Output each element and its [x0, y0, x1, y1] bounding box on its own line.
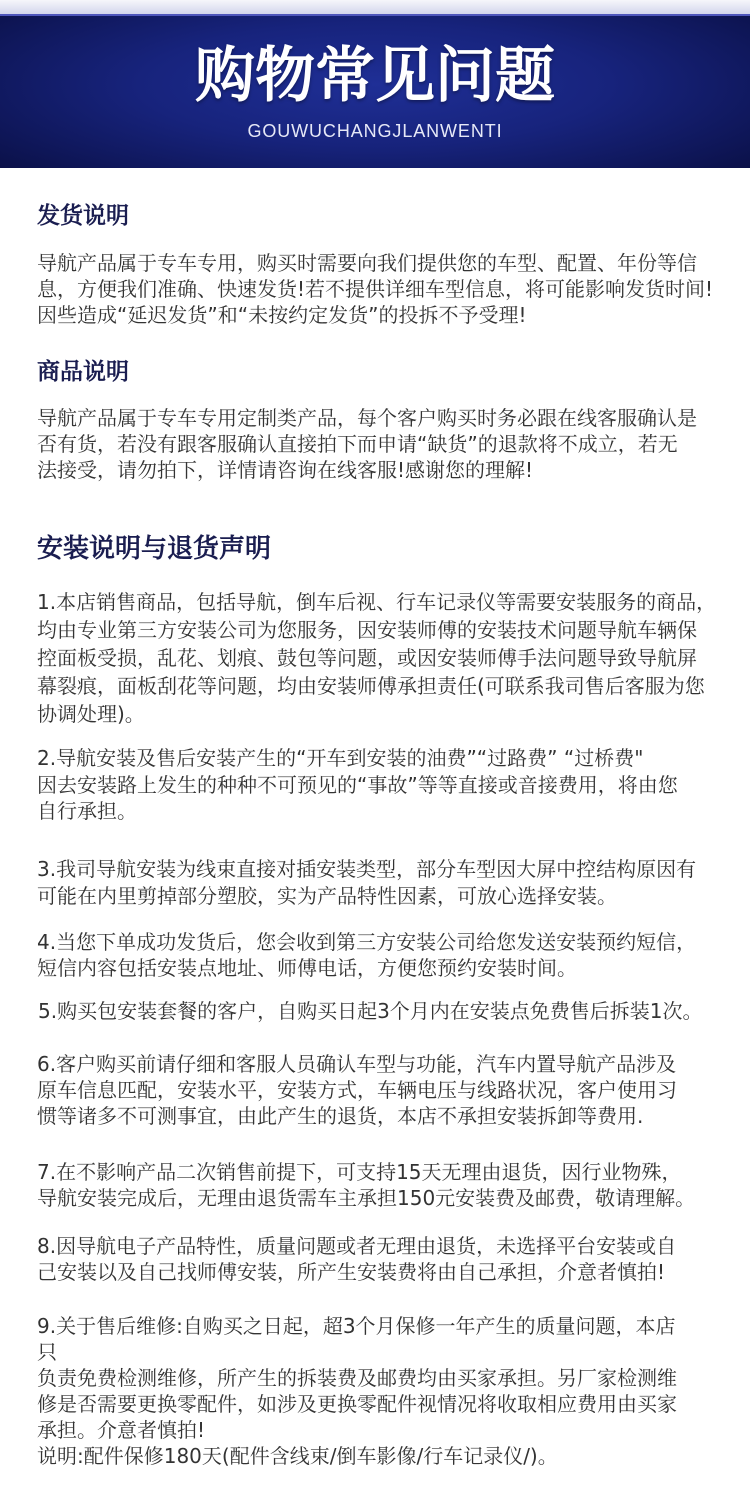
top-strip — [0, 0, 750, 14]
install-item-line: 说明:配件保修180天(配件含线束/倒车影像/行车记录仪/)。 — [37, 1444, 558, 1468]
install-item-9 — [37, 1313, 677, 1469]
install-item-line: 7.在不影响产品二次销售前提下，可支持15天无理由退货，因行业物殊， — [37, 1160, 682, 1184]
install-item-line: 均由专业第三方安装公司为您服务，因安装师傅的安装技术问题导航车辆保 — [37, 618, 697, 642]
shipping-line: 息，方便我们准确、快速发货!若不提供详细车型信息，将可能影响发货时间! — [37, 277, 714, 301]
page-subtitle: GOUWUCHANGJLANWENTI — [247, 121, 503, 141]
install-item-line: 负责免费检测维修，所产生的拆装费及邮费均由买家承担。另厂家检测维 — [37, 1366, 677, 1390]
product-paragraph — [37, 405, 697, 483]
install-item-line: 只 — [37, 1340, 57, 1364]
header-banner — [0, 14, 750, 168]
product-line: 法接受，请勿拍下，详情请咨询在线客服!感谢您的理解! — [37, 458, 534, 482]
install-item-line: 原车信息匹配，安装水平，安装方式，车辆电压与线路状况，客户使用习 — [37, 1078, 677, 1102]
install-item-line: 修是否需要更换零配件，如涉及更换零配件视情况将收取相应费用由买家 — [37, 1392, 677, 1416]
install-item-6 — [37, 1051, 677, 1129]
install-item-line: 3.我司导航安装为线束直接对插安装类型，部分车型因大屏中控结构原因有 — [37, 857, 697, 881]
install-item-line: 幕裂痕，面板刮花等问题，均由安装师傅承担责任(可联系我司售后客服为您 — [37, 674, 705, 698]
install-item-line: 控面板受损，乱花、划痕、鼓包等问题，或因安装师傅手法问题导致导航屏 — [37, 646, 697, 670]
shipping-heading: 发货说明 — [37, 203, 129, 229]
install-item-line: 可能在内里剪掉部分塑胶，实为产品特性因素，可放心选择安装。 — [37, 884, 617, 908]
shipping-line: 因些造成“延迟发货”和“未按约定发货”的投拆不予受理! — [37, 303, 527, 327]
product-line: 导航产品属于专车专用定制类产品，每个客户购买时务必跟在线客服确认是 — [37, 406, 697, 430]
shipping-paragraph — [37, 250, 713, 328]
install-item-5 — [38, 998, 703, 1024]
shipping-line: 导航产品属于专车专用，购买时需要向我们提供您的车型、配置、年份等信 — [37, 251, 697, 275]
install-item-line: 5.购买包安装套餐的客户，自购买日起3个月内在安装点免费售后拆装1次。 — [38, 999, 703, 1023]
install-item-2 — [37, 745, 678, 825]
install-item-line: 9.关于售后维修:自购买之日起，超3个月保修一年产生的质量问题，本店 — [37, 1314, 676, 1338]
install-item-4 — [37, 929, 696, 981]
install-item-line: 因去安装路上发生的种种不可预见的“事故”等等直接或音接费用，将由您 — [37, 772, 678, 797]
install-item-line: 4.当您下单成功发货后，您会收到第三方安装公司给您发送安装预约短信， — [37, 930, 697, 954]
install-item-line: 1.本店销售商品，包括导航，倒车后视、行车记录仪等需要安装服务的商品， — [37, 590, 717, 614]
page-title: 购物常见问题 — [195, 41, 555, 111]
install-item-line: 惯等诸多不可测事宜，由此产生的退货，本店不承担安装拆卸等费用. — [37, 1104, 644, 1128]
install-item-line: 己安装以及自己找师傅安装，所产生安装费将由自己承担，介意者慎拍! — [37, 1260, 666, 1284]
install-item-8 — [37, 1233, 676, 1285]
install-item-line: 6.客户购买前请仔细和客服人员确认车型与功能，汽车内置导航产品涉及 — [37, 1052, 677, 1076]
install-item-line: 8.因导航电子产品特性，质量问题或者无理由退货，未选择平台安装或自 — [37, 1234, 677, 1258]
install-heading: 安装说明与退货声明 — [37, 534, 272, 564]
install-item-7 — [37, 1159, 695, 1211]
product-heading: 商品说明 — [37, 359, 129, 385]
install-item-line: 协调处理)。 — [37, 702, 145, 726]
install-item-line: 承担。介意者慎拍! — [37, 1418, 206, 1442]
install-item-line: 2.导航安装及售后安装产生的“开车到安装的油费”“过路费” “过桥费" — [37, 746, 644, 770]
install-item-3 — [37, 856, 696, 910]
install-item-line: 导航安装完成后，无理由退货需车主承担150元安装费及邮费，敬请理解。 — [37, 1186, 696, 1210]
install-item-line: 短信内容包括安装点地址、师傅电话，方便您预约安装时间。 — [37, 956, 577, 980]
install-item-1 — [37, 588, 716, 728]
product-line: 否有货，若没有跟客服确认直接拍下而申请“缺货”的退款将不成立，若无 — [37, 432, 678, 456]
install-item-line: 自行承担。 — [37, 799, 137, 823]
